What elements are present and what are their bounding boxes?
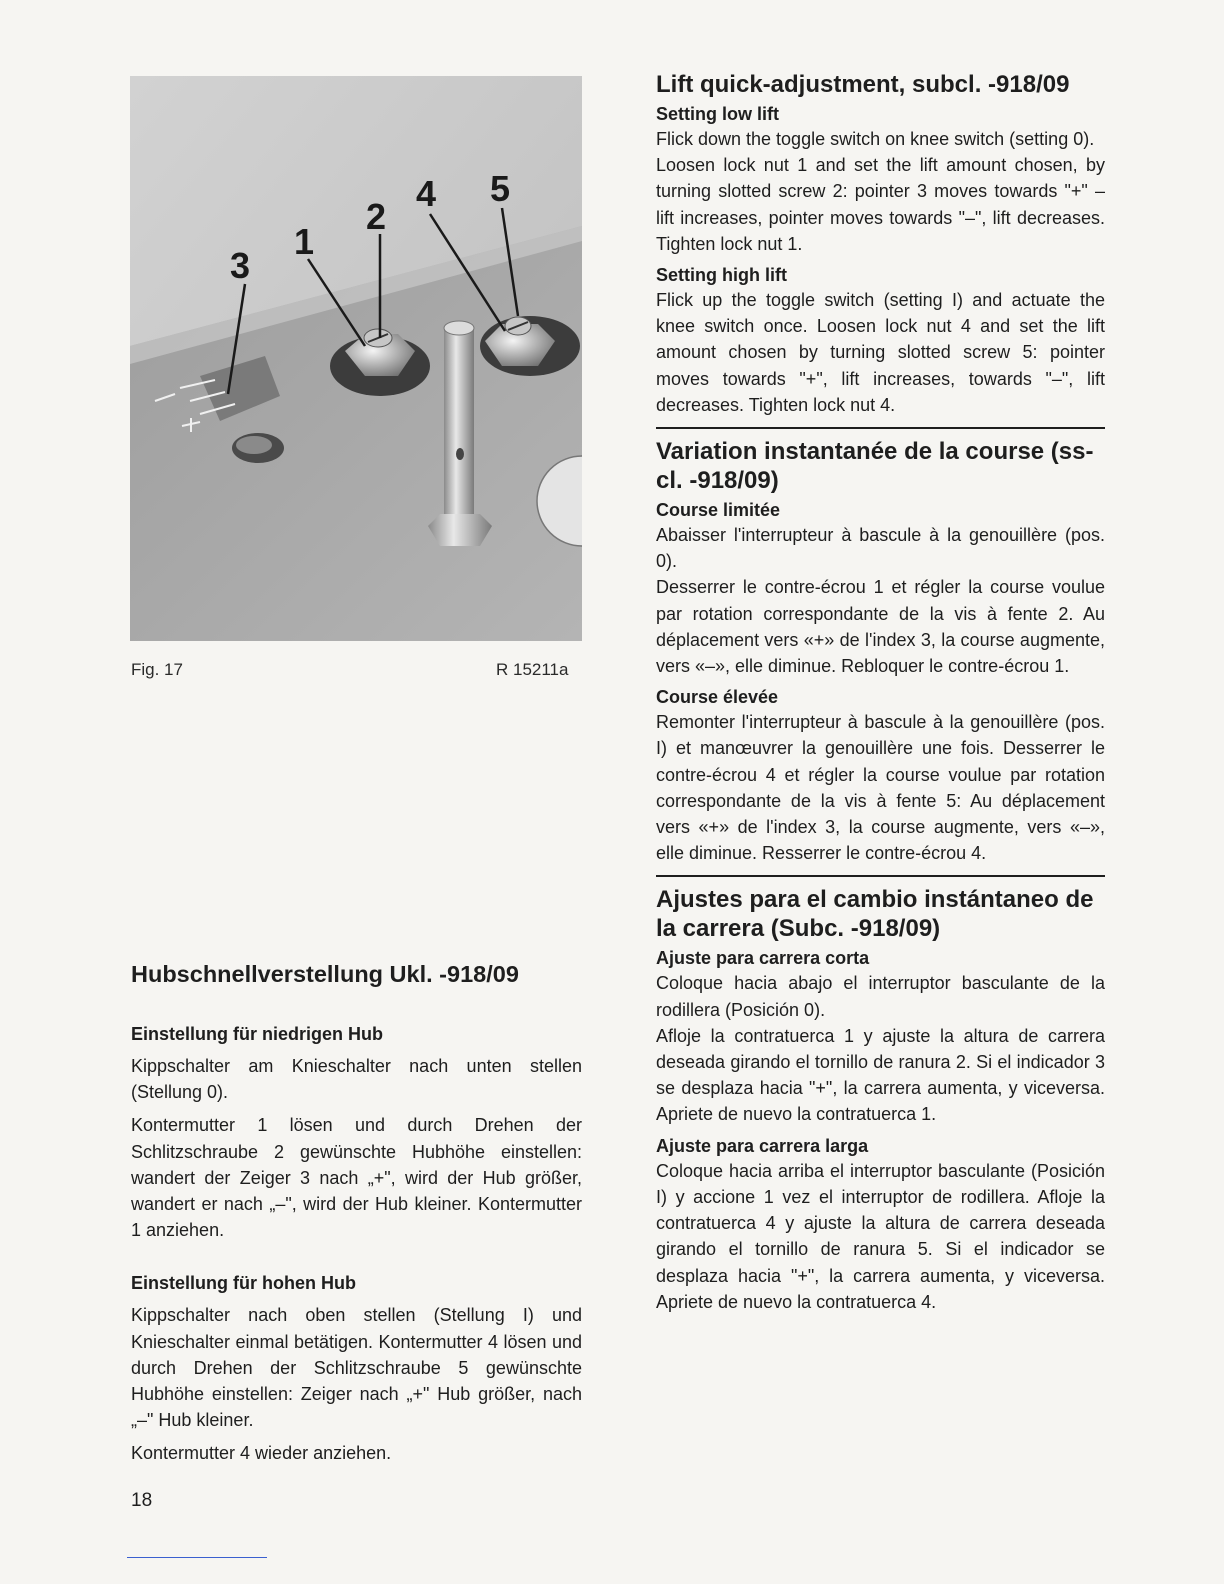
english-low-heading: Setting low lift (656, 104, 779, 124)
french-low-paragraph-2: Desserrer le contre-écrou 1 et régler la course voulue par rotation correspondante de la vis à fente 2. Au déplacement vers «+» de l'index 3, la course augmente, vers «–», elle diminue. Rebloquer le contre-écrou 1. (656, 577, 1105, 677)
right-column (656, 70, 1105, 1315)
callout-3: 3 (230, 245, 251, 286)
pin-hex-base (428, 514, 492, 546)
callout-5: 5 (490, 168, 511, 209)
english-high-heading: Setting high lift (656, 265, 787, 286)
section-divider-1 (656, 427, 1105, 429)
french-low-paragraph-1: Abaisser l'interrupteur à bascule à la genouillère (pos. 0). (656, 525, 1105, 572)
lift-pin (444, 328, 474, 538)
french-low-heading: Course limitée (656, 500, 781, 521)
machine-photo-illustration (130, 76, 582, 641)
spanish-high-paragraph-1: Coloque hacia arriba el interruptor basculante (Posición I) y accione 1 vez el interruptor de rodillera. Afloje la contratuerca 4 y ajuste la altura de carrera deseada girando el tornillo de ranura 5. Si el indicador se desplaza hacia "+", la carrera aumenta, y viceversa. Apriete de nuevo la contratuerca 4. (656, 1160, 1105, 1312)
section-english (656, 70, 1105, 418)
callout-1: 1 (294, 221, 315, 262)
figure-photo (130, 76, 582, 641)
german-high-paragraph-1: Kippschalter nach oben stellen (Stellung I) und Knieschalter einmal betätigen. Kontermutter 4 lösen und durch Drehen der Schlitzschraube 5 gewünschte Hubhöhe einstellen: Zeiger nach „+" Hub größer, nach „–" Hub kleiner. (131, 1305, 582, 1431)
section-german (131, 960, 582, 1467)
french-high-paragraph-1: Remonter l'interrupteur à bascule à la genouillère (pos. I) et manœuvrer la genouillère une fois. Desserrer le contre-écrou 4 et régler la course voulue par rotation correspondante de la vis à fente 5: Au déplacement vers «+» de l'index 3, la course augmente, vers «–», elle diminue. Resserrer le contre-écrou 4. (656, 712, 1105, 864)
section-french (656, 437, 1105, 866)
spanish-low-heading: Ajuste para carrera corta (656, 948, 870, 969)
german-low-paragraph-2: Kontermutter 1 lösen und durch Drehen der Schlitzschraube 2 gewünschte Hubhöhe einstellen: wandert der Zeiger 3 nach „+", wird der Hub größer, wandert er nach „–", wird der Hub kleiner. Kontermutter 1 anziehen. (131, 1115, 582, 1241)
german-low-heading: Einstellung für niedrigen Hub (131, 1024, 383, 1044)
section-spanish (656, 885, 1105, 1314)
callout-4: 4 (416, 173, 437, 214)
german-title: Hubschnellverstellung Ukl. -918/09 (131, 961, 519, 987)
callout-2: 2 (366, 196, 387, 237)
spanish-low-paragraph-1: Coloque hacia abajo el interruptor basculante de la rodillera (Posición 0). (656, 973, 1105, 1020)
page-number: 18 (131, 1490, 153, 1511)
spanish-low-paragraph-2: Afloje la contratuerca 1 y ajuste la altura de carrera deseada girando el tornillo de ranura 2. Si el indicador 3 se desplaza hacia "+", la carrera aumenta, y viceversa. Apriete de nuevo la contratuerca 1. (656, 1025, 1105, 1125)
footer-line (127, 1557, 267, 1558)
german-low-paragraph-1: Kippschalter am Knieschalter nach unten stellen (Stellung 0). (131, 1056, 582, 1103)
spanish-high-heading: Ajuste para carrera larga (656, 1135, 869, 1156)
german-high-heading: Einstellung für hohen Hub (131, 1273, 356, 1294)
english-low-paragraph-1: Flick down the toggle switch on knee switch (setting 0). (656, 129, 1095, 149)
figure-caption: Fig. 17 (131, 660, 183, 679)
spanish-title: Ajustes para el cambio instántaneo de la carrera (Subc. -918/09) (656, 886, 1094, 943)
french-high-heading: Course élevée (656, 687, 779, 708)
figure-reference: R 15211a (496, 660, 569, 679)
section-divider-2 (656, 875, 1105, 877)
english-title: Lift quick-adjustment, subcl. -918/09 (656, 71, 1070, 98)
german-high-paragraph-2: Kontermutter 4 wieder anziehen. (131, 1443, 392, 1464)
french-title: Variation instantanée de la course (ss-cl. -918/09) (656, 438, 1094, 495)
english-high-paragraph-1: Flick up the toggle switch (setting I) and actuate the knee switch once. Loosen lock nut 4 and set the lift amount chosen by turning slotted screw 5: pointer moves towards "+", lift increases, towards "–", lift decreases. Tighten lock nut 4. (656, 290, 1105, 415)
english-low-paragraph-2: Loosen lock nut 1 and set the lift amount chosen, by turning slotted screw 2: pointer 3 moves towards "+" – lift increases, pointer moves towards "–", lift decreases. Tighten lock nut 1. (656, 155, 1105, 254)
